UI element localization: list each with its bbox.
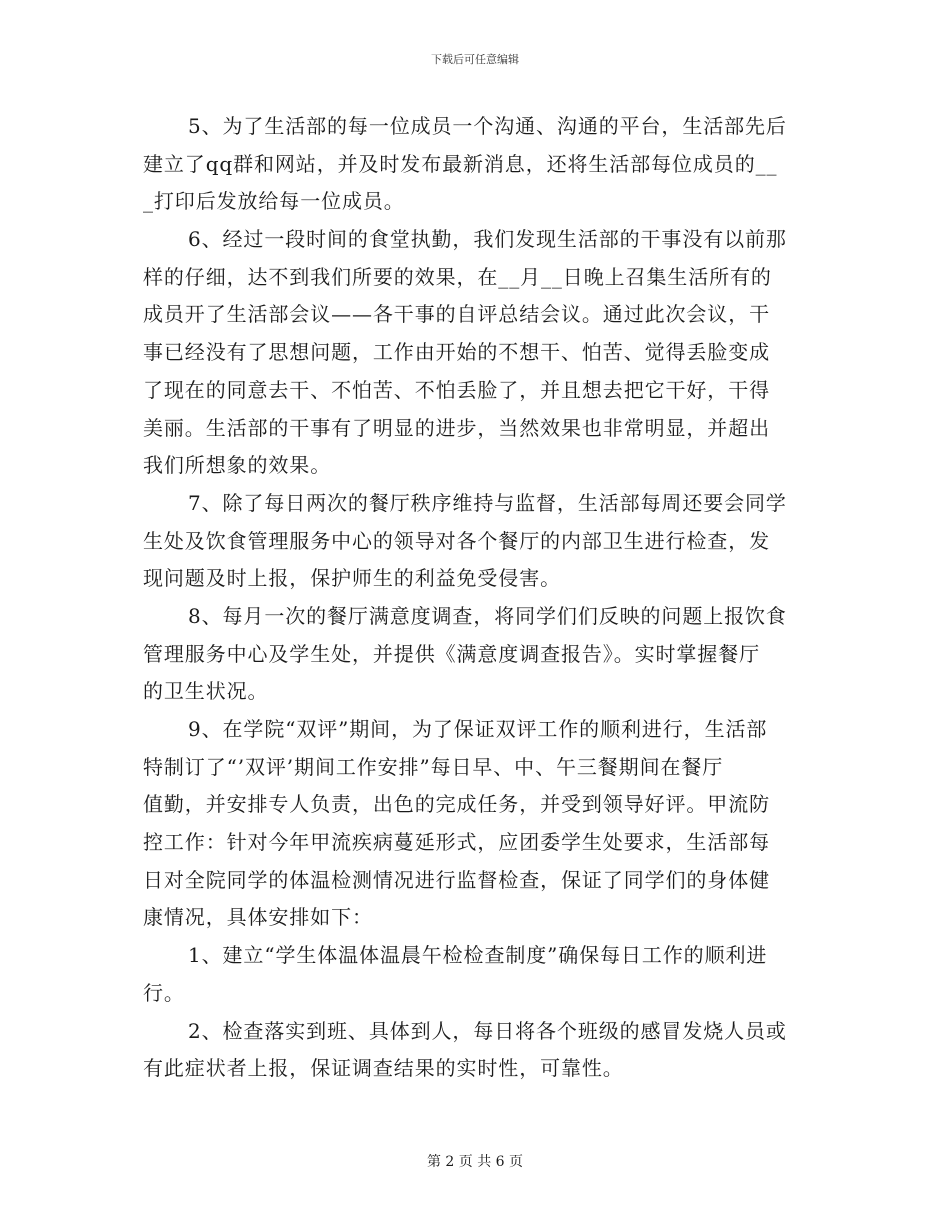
paragraph-line: 的卫生状况。 xyxy=(143,679,269,704)
paragraph-line: 康情况，具体安排如下： xyxy=(143,905,373,930)
paragraph-line: 现问题及时上报，保护师生的利益免受侵害。 xyxy=(143,566,561,591)
paragraph-first-line: 5、为了生活部的每一位成员一个沟通、沟通的平台，生活部先后 xyxy=(188,114,787,138)
paragraph-first-line: 2、检查落实到班、具体到人，每日将各个班级的感冒发烧人员或 xyxy=(188,1018,787,1043)
paragraph-line: 了现在的同意去干、不怕苦、不怕丢脸了，并且想去把它干好，干得 xyxy=(143,377,770,402)
paragraph-line: 值勤，并安排专人负责，出色的完成任务，并受到领导好评。甲流防 xyxy=(143,792,770,817)
page-header: 下载后可任意编辑 xyxy=(431,53,519,66)
paragraph-first-line: 8、每月一次的餐厅满意度调查，将同学们们反映的问题上报饮食 xyxy=(188,603,787,628)
paragraph-line: 生处及饮食管理服务中心的领导对各个餐厅的内部卫生进行检查，发 xyxy=(143,528,770,553)
document-body xyxy=(143,108,815,1088)
paragraph-first-line: 6、经过一段时间的食堂执勤，我们发现生活部的干事没有以前那 xyxy=(188,227,787,252)
paragraph-line: 控工作：针对今年甲流疾病蔓延形式，应团委学生处要求，生活部每 xyxy=(143,830,770,855)
page-number-footer: 第 2 页 共 6 页 xyxy=(426,1154,524,1170)
paragraph-line: 样的仔细，达不到我们所要的效果，在__月__日晚上召集生活所有的 xyxy=(143,264,772,289)
paragraph-first-line: 7、除了每日两次的餐厅秩序维持与监督，生活部每周还要会同学 xyxy=(188,490,787,515)
paragraph-line: _打印后发放给每一位成员。 xyxy=(143,189,405,214)
paragraph-line: 事已经没有了思想问题，工作由开始的不想干、怕苦、觉得丢脸变成 xyxy=(143,340,770,365)
paragraph-line: 特制订了“’双评’期间工作安排”每日早、中、午三餐期间在餐厅 xyxy=(143,754,724,779)
paragraph-line: 有此症状者上报，保证调查结果的实时性，可靠性。 xyxy=(143,1056,624,1081)
paragraph-first-line: 1、建立“学生体温体温晨午检检查制度”确保每日工作的顺利进 xyxy=(188,943,768,968)
paragraph-first-line: 9、在学院“双评”期间，为了保证双评工作的顺利进行，生活部 xyxy=(188,717,768,741)
paragraph-line: 日对全院同学的体温检测情况进行监督检查，保证了同学们的身体健 xyxy=(143,867,770,892)
paragraph-line: 成员开了生活部会议——各干事的自评总结会议。通过此次会议，干 xyxy=(143,302,770,327)
paragraph-line: 我们所想象的效果。 xyxy=(143,453,332,478)
paragraph-line: 建立了qq群和网站，并及时发布最新消息，还将生活部每位成员的__ xyxy=(143,151,778,176)
paragraph-line: 美丽。生活部的干事有了明显的进步，当然效果也非常明显，并超出 xyxy=(143,415,770,440)
paragraph-line: 管理服务中心及学生处，并提供《满意度调查报告》。实时掌握餐厅 xyxy=(143,641,760,666)
paragraph-line: 行。 xyxy=(143,980,185,1005)
